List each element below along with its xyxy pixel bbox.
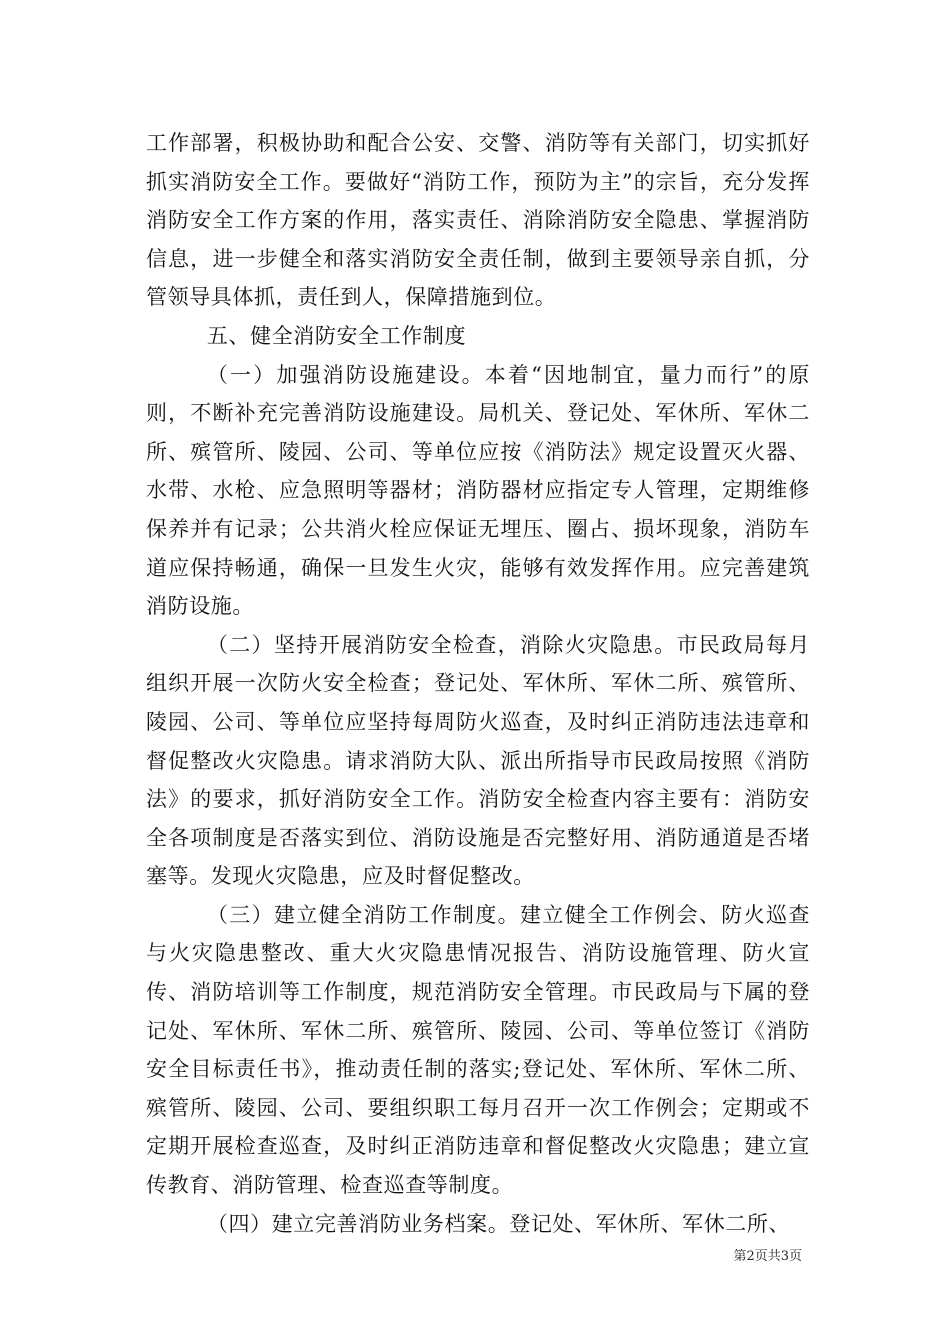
section-heading: 五、健全消防安全工作制度 xyxy=(206,323,467,348)
paragraph-continuation: 工作部署，积极协助和配合公安、交警、消防等有关部门，切实抓好抓实消防安全工作。要做好“消防工作，预防为主”的宗旨，充分发挥消防安全工作方案的作用，落实责任、消除消防安全隐患、掌握消防信息，进一步健全和落实消防安全责任制，做到主要领导亲自抓，分管领导具体抓，责任到人，保障措施到位。 xyxy=(146,131,810,310)
paragraph-item-4: （四）建立完善消防业务档案。登记处、军休所、军休二所、 xyxy=(206,1211,791,1236)
paragraph-item-2: （二）坚持开展消防安全检查，消除火灾隐患。市民政局每月组织开展一次防火安全检查；登记处、军休所、军休二所、殡管所、陵园、公司、等单位应坚持每周防火巡查，及时纠正消防违法违章和督促整改火灾隐患。请求消防大队、派出所指导市民政局按照《消防法》的要求，抓好消防安全工作。消防安全检查内容主要有：消防安全各项制度是否落实到位、消防设施是否完整好用、消防通道是否堵塞等。发现火灾隐患，应及时督促整改。 xyxy=(146,632,810,889)
document-body xyxy=(146,124,810,1243)
paragraph-item-1: （一）加强消防设施建设。本着“因地制宜，量力而行”的原则，不断补充完善消防设施建设。局机关、登记处、军休所、军休二所、殡管所、陵园、公司、等单位应按《消防法》规定设置灭火器、水带、水枪、应急照明等器材；消防器材应指定专人管理，定期维修保养并有记录；公共消火栓应保证无埋压、圈占、损坏现象，消防车道应保持畅通，确保一旦发生火灾，能够有效发挥作用。应完善建筑消防设施。 xyxy=(146,362,810,619)
paragraph-item-3: （三）建立健全消防工作制度。建立健全工作例会、防火巡查与火灾隐患整改、重大火灾隐患情况报告、消防设施管理、防火宣传、消防培训等工作制度，规范消防安全管理。市民政局与下属的登记处、军休所、军休二所、殡管所、陵园、公司、等单位签订《消防安全目标责任书》，推动责任制的落实;登记处、军休所、军休二所、殡管所、陵园、公司、要组织职工每月召开一次工作例会；定期或不定期开展检查巡查，及时纠正消防违章和督促整改火灾隐患；建立宣传教育、消防管理、检查巡查等制度。 xyxy=(146,902,810,1198)
page-number-footer: 第2页共3页 xyxy=(733,1249,802,1264)
